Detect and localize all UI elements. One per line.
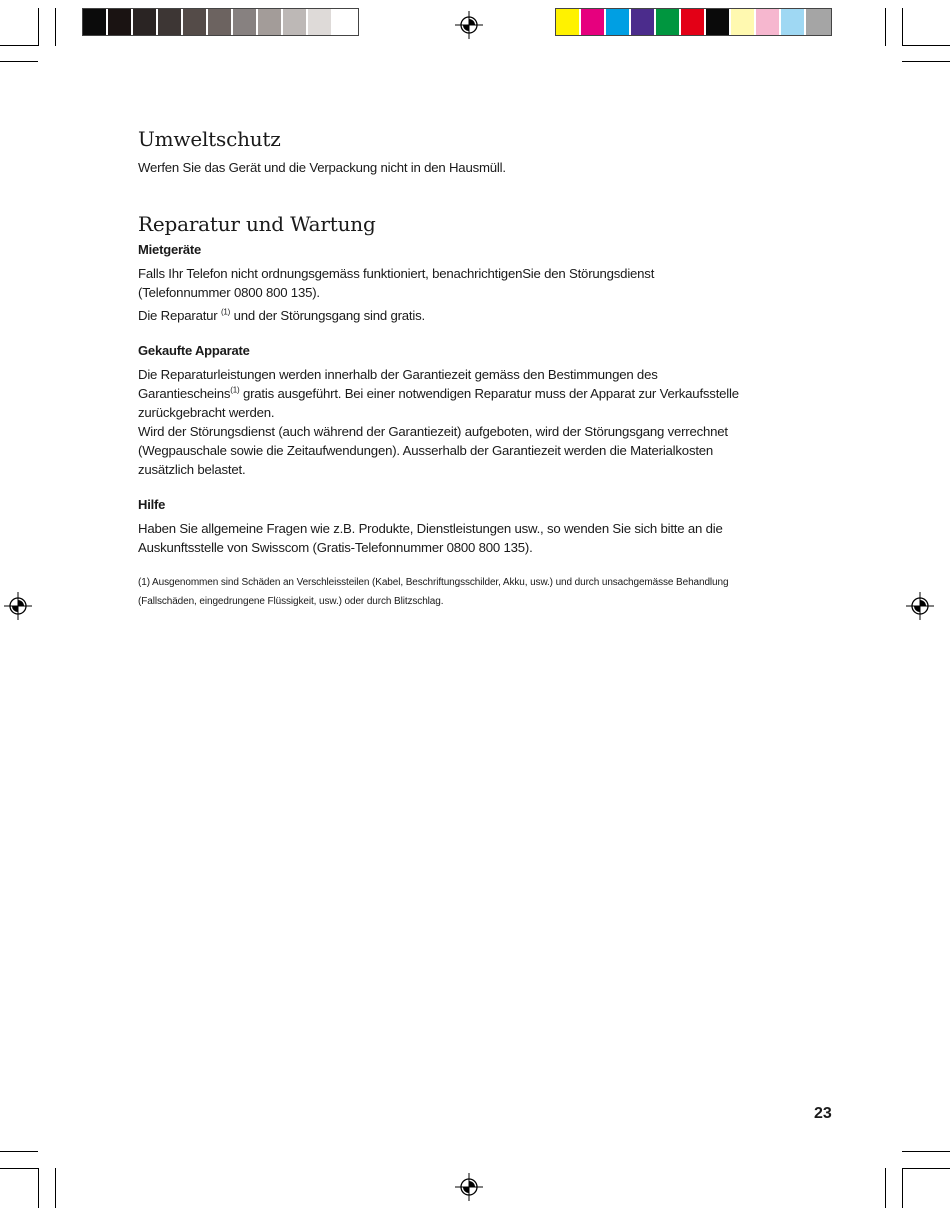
color-swatch: [283, 9, 308, 35]
color-swatch: [233, 9, 258, 35]
footnote-line: (1) Ausgenommen sind Schäden an Verschleissteilen (Kabel, Beschriftungsschilder, Akku, usw.) und durch unsachgemässe Behandlung: [138, 577, 729, 588]
footnote-reference: (1): [220, 307, 231, 317]
color-swatch: [208, 9, 233, 35]
crop-mark: [885, 1168, 886, 1208]
color-swatch: [556, 9, 581, 35]
color-swatch: [83, 9, 108, 35]
gekaufte-line: zurückgebracht werden.: [138, 405, 275, 420]
gekaufte-line: zusätzlich belastet.: [138, 462, 246, 477]
crop-mark: [902, 1168, 950, 1169]
umweltschutz-text: Werfen Sie das Gerät und die Verpackung nicht in den Hausmüll.: [138, 160, 506, 175]
gray-calibration-bar: [82, 8, 359, 36]
crop-mark: [0, 1151, 38, 1152]
crop-mark: [55, 1168, 56, 1208]
page-content: [138, 124, 808, 611]
color-swatch: [806, 9, 831, 35]
footnote-reference: (1): [230, 385, 240, 395]
registration-mark-icon: [455, 11, 483, 39]
hilfe-line: Auskunftsstelle von Swisscom (Gratis-Telefonnummer 0800 800 135).: [138, 540, 533, 555]
crop-mark: [0, 61, 38, 62]
registration-mark-icon: [455, 1173, 483, 1201]
registration-mark-icon: [4, 592, 32, 620]
text-fragment: und der Störungsgang sind gratis.: [230, 308, 425, 323]
color-swatch: [581, 9, 606, 35]
crop-mark: [885, 8, 886, 46]
color-swatch: [308, 9, 333, 35]
color-swatch: [706, 9, 731, 35]
subheading-hilfe: Hilfe: [138, 497, 166, 512]
color-swatch: [656, 9, 681, 35]
crop-mark: [0, 45, 38, 46]
hilfe-line: Haben Sie allgemeine Fragen wie z.B. Produkte, Dienstleistungen usw., so wenden Sie sich bitte an die: [138, 521, 723, 536]
color-swatch: [108, 9, 133, 35]
color-calibration-bar: [555, 8, 832, 36]
crop-mark: [902, 1151, 950, 1152]
color-swatch: [183, 9, 208, 35]
mietgeraete-line: Falls Ihr Telefon nicht ordnungsgemäss funktioniert, benachrichtigenSie den Störungsdienst: [138, 266, 655, 281]
registration-mark-icon: [906, 592, 934, 620]
crop-mark: [55, 8, 56, 46]
crop-mark: [38, 1168, 39, 1208]
color-swatch: [133, 9, 158, 35]
gekaufte-line: Die Reparaturleistungen werden innerhalb der Garantiezeit gemäss den Bestimmungen des: [138, 367, 658, 382]
subheading-gekaufte-apparate: Gekaufte Apparate: [138, 343, 250, 358]
crop-mark: [0, 1168, 38, 1169]
text-fragment: Die Reparatur: [138, 308, 218, 323]
crop-mark: [902, 1168, 903, 1208]
color-swatch: [631, 9, 656, 35]
footnote-line: (Fallschäden, eingedrungene Flüssigkeit, usw.) oder durch Blitzschlag.: [138, 596, 444, 607]
gekaufte-line: Wird der Störungsdienst (auch während der Garantiezeit) aufgeboten, wird der Störungsgang verrechnet: [138, 424, 728, 439]
gekaufte-line: [138, 384, 808, 403]
page-number: 23: [814, 1105, 832, 1122]
section-heading-umweltschutz: Umweltschutz: [138, 127, 281, 151]
crop-mark: [902, 8, 903, 46]
color-swatch: [731, 9, 756, 35]
text-fragment: Garantiescheins: [138, 386, 231, 401]
text-fragment: gratis ausgeführt. Bei einer notwendigen Reparatur muss der Apparat zur Verkaufsstelle: [239, 386, 739, 401]
mietgeraete-line: [138, 306, 808, 325]
mietgeraete-line: (Telefonnummer 0800 800 135).: [138, 285, 320, 300]
color-swatch: [333, 9, 358, 35]
subheading-mietgeraete: Mietgeräte: [138, 242, 202, 257]
color-swatch: [781, 9, 806, 35]
color-swatch: [756, 9, 781, 35]
crop-mark: [38, 8, 39, 46]
color-swatch: [258, 9, 283, 35]
section-heading-reparatur: Reparatur und Wartung: [138, 212, 376, 236]
gekaufte-line: (Wegpauschale sowie die Zeitaufwendungen). Ausserhalb der Garantiezeit werden die Materialkosten: [138, 443, 714, 458]
crop-mark: [902, 61, 950, 62]
color-swatch: [158, 9, 183, 35]
color-swatch: [681, 9, 706, 35]
crop-mark: [902, 45, 950, 46]
color-swatch: [606, 9, 631, 35]
